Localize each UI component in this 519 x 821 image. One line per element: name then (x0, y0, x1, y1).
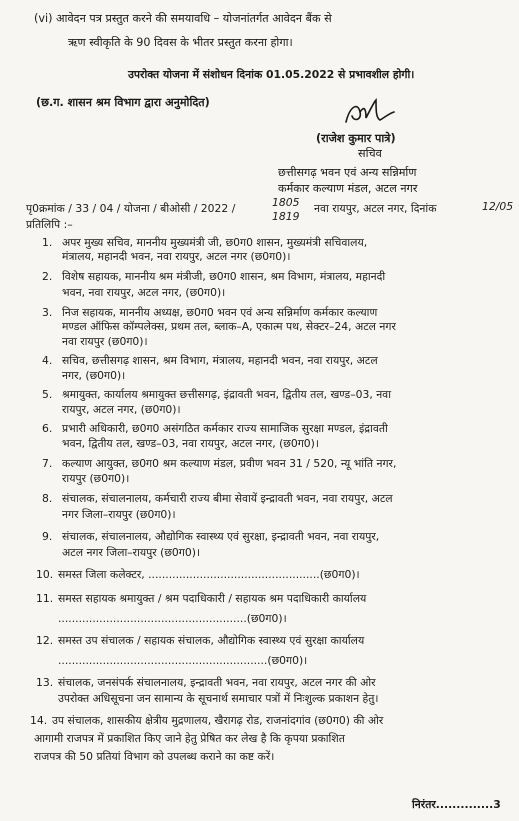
copy-item-line: निज सहायक, माननीय अध्यक्ष, छ0ग0 भवन एवं अन्य सन्निर्माण कर्मकार कल्याण (62, 306, 378, 319)
copy-item-line: .......................................................(छ0ग0)। (58, 612, 287, 625)
copy-item-number: 6. (42, 422, 53, 435)
copy-item-line: प्रभारी अधिकारी, छ0ग0 असंगठित कर्मकार राज्य सामाजिक सुरक्षा मण्डल, इंद्रावती (62, 422, 388, 435)
copy-item-number: 11. (36, 592, 54, 605)
copy-item-line: संचालक, जनसंपर्क संचालनालय, इन्द्रावती भवन, नवा रायपुर, अटल नगर की ओर (58, 676, 376, 689)
reference-handwritten-2: 1819 (272, 210, 300, 223)
reference-handwritten: 1805 (272, 196, 300, 209)
copy-item-line: सचिव, छत्तीसगढ़ शासन, श्रम विभाग, मंत्रालय, महानदी भवन, नवा रायपुर, अटल (62, 354, 378, 367)
continued-marker: निरंतर..............3 (412, 798, 501, 811)
copy-item-number: 3. (42, 306, 53, 319)
copy-heading: प्रतिलिपि :– (26, 218, 73, 231)
signatory-office-line1: छत्तीसगढ़ भवन एवं अन्य सन्निर्माण (278, 166, 417, 179)
copy-item-line: नवा रायपुर (छ0ग0)। (62, 335, 148, 348)
copy-item-line: संचालक, संचालनालय, कर्मचारी राज्य बीमा सेवायें इन्द्रावती भवन, नवा रायपुर, अटल (62, 492, 393, 505)
copy-item-number: 2. (42, 270, 53, 283)
copy-item-line: श्रमायुक्त, कार्यालय श्रमायुक्त छत्तीसगढ़, इंद्रावती भवन, द्वितीय तल, खण्ड–03, नवा (62, 388, 391, 401)
copy-item-line: .............................................................(छ0ग0)। (58, 654, 308, 667)
copy-item-number: 5. (42, 388, 53, 401)
copy-item-line: उपरोक्त अधिसूचना जन सामान्य के सूचनार्थ समाचार पत्रों में निःशुल्क प्रकाशन हेतु। (58, 692, 379, 705)
copy-item-line: उप संचालक, शासकीय क्षेत्रीय मुद्रणालय, खैरागढ़ रोड, राजनांदगांव (छ0ग0) की ओर (52, 714, 384, 727)
copy-item-line: संचालक, संचालनालय, औद्योगिक स्वास्थ्य एवं सुरक्षा, इन्द्रावती भवन, नवा रायपुर, (62, 530, 380, 543)
reference-date: 12/05 (482, 200, 514, 213)
copy-item-number: 1. (42, 236, 53, 249)
copy-item-line: नगर, (छ0ग0)। (62, 369, 126, 382)
effective-date-note: उपरोक्त योजना में संशोधन दिनांक 01.05.2022 से प्रभावशील होगी। (128, 68, 415, 81)
copy-item-line: अटल नगर जिला–रायपुर (छ0ग0)। (62, 546, 201, 559)
copy-item-number: 4. (42, 354, 53, 367)
copy-item-line: रायपुर (छ0ग0)। (62, 472, 130, 485)
signature-image (340, 96, 400, 130)
copy-item-number: 14. (30, 714, 48, 727)
copy-item-line: समस्त सहायक श्रमायुक्त / श्रम पदाधिकारी / सहायक श्रम पदाधिकारी कार्यालय (58, 592, 367, 605)
copy-item-line: रायपुर, अटल नगर, (छ0ग0)। (62, 403, 181, 416)
copy-item-line: समस्त जिला कलेक्टर, ..................................................(छ0ग0)। (58, 568, 360, 581)
clause-vi-line1: (vi) आवेदन पत्र प्रस्तुत करने की समयावधि – योजनांतर्गत आवेदन बैंक से (34, 12, 332, 25)
reference-number: पृ0क्रमांक / 33 / 04 / योजना / बीओसी / 2022 / (26, 202, 236, 215)
reference-place: नवा रायपुर, अटल नगर, दिनांक (314, 202, 437, 215)
copy-item-line: मण्डल ऑफिस कॉम्पलेक्स, प्रथम तल, ब्लाक–A, एकात्म पथ, सेक्टर–24, अटल नगर (62, 320, 396, 333)
signatory-designation: सचिव (358, 147, 382, 160)
copy-item-number: 13. (36, 676, 54, 689)
copy-item-line: राजपत्र की 50 प्रतियां विभाग को उपलब्ध कराने का कष्ट करें। (34, 750, 275, 763)
copy-item-line: अपर मुख्य सचिव, माननीय मुख्यमंत्री जी, छ0ग0 शासन, मुख्यमंत्री सचिवालय, (62, 236, 368, 249)
copy-item-number: 8. (42, 492, 53, 505)
signatory-name: (राजेश कुमार पात्रे) (316, 132, 396, 145)
copy-item-number: 12. (36, 634, 54, 647)
copy-item-line: समस्त उप संचालक / सहायक संचालक, औद्योगिक स्वास्थ्य एवं सुरक्षा कार्यालय (58, 634, 365, 647)
copy-item-number: 9. (42, 530, 53, 543)
copy-item-line: नगर जिला–रायपुर (छ0ग0)। (62, 508, 176, 521)
copy-item-line: भवन, नवा रायपुर, अटल नगर, (छ0ग0)। (62, 286, 226, 299)
copy-item-line: विशेष सहायक, माननीय श्रम मंत्रीजी, छ0ग0 शासन, श्रम विभाग, मंत्रालय, महानदी (62, 270, 386, 283)
copy-item-line: भवन, द्वितीय तल, खण्ड–03, नवा रायपुर, अटल नगर, (छ0ग0)। (62, 437, 319, 450)
copy-item-line: मंत्रालय, महानदी भवन, नवा रायपुर, अटल नगर (छ0ग0)। (62, 250, 291, 263)
copy-item-number: 10. (36, 568, 54, 581)
copy-item-line: आगामी राजपत्र में प्रकाशित किए जाने हेतु प्रेषित कर लेख है कि कृपया प्रकाशित (34, 732, 345, 745)
copy-item-number: 7. (42, 457, 53, 470)
approval-note: (छ.ग. शासन श्रम विभाग द्वारा अनुमोदित) (36, 96, 210, 109)
copy-item-line: कल्याण आयुक्त, छ0ग0 श्रम कल्याण मंडल, प्रवीण भवन 31 / 520, न्यू भांति नगर, (62, 457, 397, 470)
signatory-office-line2: कर्मकार कल्याण मंडल, अटल नगर (278, 182, 418, 195)
clause-vi-line2: ऋण स्वीकृति के 90 दिवस के भीतर प्रस्तुत करना होगा। (68, 36, 293, 49)
